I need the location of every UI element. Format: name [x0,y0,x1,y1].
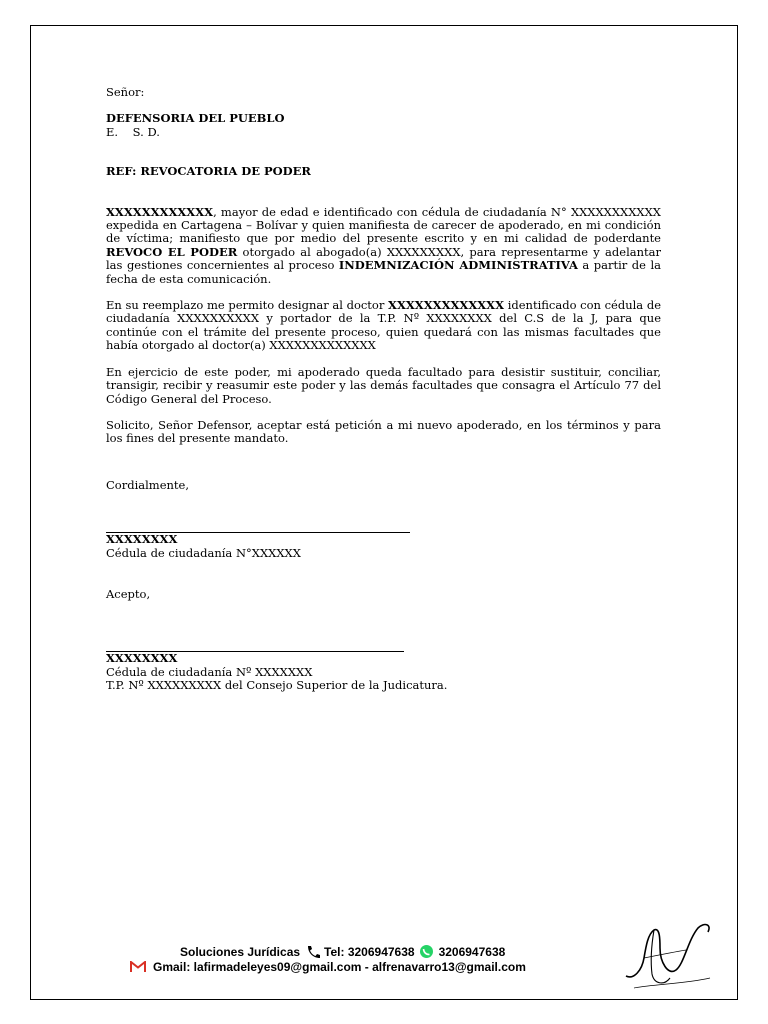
paragraph-faculties: En ejercicio de este poder, mi apoderado queda facultado para desistir sustituir, conciliar, transigir, recibir y reasumir este poder y las demás facultades que consagra el Artículo 77 del Código General del Proceso. [106,364,661,406]
paragraph-text: otorgado al abogado(a) XXXXXXXXX, para representarme y adelantar las gestiones concernientes al proceso [106,244,661,273]
whatsapp-icon [419,944,434,959]
paragraph-designation [106,299,661,353]
email-addresses[interactable]: Gmail: lafirmadeleyes09@gmail.com - alfrenavarro13@gmail.com [153,960,526,974]
paragraph-request: Solicito, Señor Defensor, aceptar está petición a mi nuevo apoderado, en los términos y para los fines del presente mandato. [106,417,661,446]
paragraph-text: En su reemplazo me permito designar al doctor [106,298,389,313]
accept-label: Acepto, [106,586,151,601]
paragraph-text: a partir de la fecha de esta comunicación. [106,258,661,286]
closing: Cordialmente, [106,477,189,492]
attorney-name: XXXXXXXX [106,651,178,666]
new-attorney-name: XXXXXXXXXXXXX [388,298,505,313]
phone-icon [305,945,321,959]
footer-email-row [130,960,526,974]
phone-number[interactable]: Tel: 3206947638 [324,944,415,959]
recipient: DEFENSORIA DEL PUEBLO [106,111,285,126]
monogram-logo [614,918,724,993]
company-name: Soluciones Jurídicas [180,944,301,959]
reference-line: REF: REVOCATORIA DE PODER [106,164,311,179]
revoke-phrase: REVOCO EL PODER [106,244,238,259]
attorney-id: Cédula de ciudadanía Nº XXXXXXX [106,664,313,679]
salutation: Señor: [106,85,145,99]
letter-body [106,86,661,693]
signer-name: XXXXXXXX [106,532,178,547]
esd-line: E. S. D. [106,124,160,139]
footer-contact-row [180,944,505,959]
process-name: INDEMNIZACIÓN ADMINISTRATIVA [338,258,578,273]
paragraph-text: , mayor de edad e identificado con cédula de ciudadanía N° XXXXXXXXXXX expedida en Cartagena – Bolívar y quien manifiesta de carecer de apoderado, en mi condición de víctima; manifiesto que por medio del presente escrito y en mi calidad de poderdante [106,204,661,246]
paragraph-revocation [106,206,661,286]
grantor-name: XXXXXXXXXXXX [106,204,214,219]
signer-id: Cédula de ciudadanía N°XXXXXX [106,545,301,560]
gmail-icon [130,961,146,973]
attorney-tp: T.P. Nº XXXXXXXXX del Consejo Superior de la Judicatura. [106,678,448,693]
paragraph-text: identificado con cédula de ciudadanía XXXXXXXXXX y portador de la T.P. Nº XXXXXXXX del C.S de la J, para que continúe con el trámite del presente proceso, quien quedará con las mismas facultades que había otorgado al doctor(a) XXXXXXXXXXXXX [106,298,661,353]
whatsapp-number[interactable]: 3206947638 [438,944,506,959]
